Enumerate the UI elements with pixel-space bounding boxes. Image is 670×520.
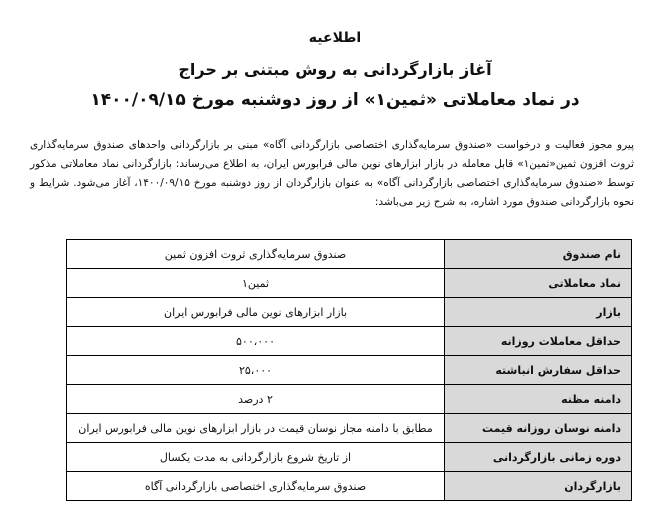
row-label: بازار <box>445 298 632 327</box>
row-value: صندوق سرمایه‌گذاری ثروت افزون ثمین <box>67 240 445 269</box>
row-label: بازارگردان <box>445 472 632 501</box>
row-value: از تاریخ شروع بازارگردانی به مدت یکسال <box>67 443 445 472</box>
table-row <box>67 385 632 414</box>
row-value: ۵۰۰،۰۰۰ <box>67 327 445 356</box>
row-value: ۲ درصد <box>67 385 445 414</box>
table-row <box>67 327 632 356</box>
table-row <box>67 414 632 443</box>
row-label: نام صندوق <box>445 240 632 269</box>
announcement-subtitle-date: در نماد معاملاتی «ثمین۱» از روز دوشنبه مورخ ۱۴۰۰/۰۹/۱۵ <box>90 90 580 110</box>
market-making-conditions-table <box>66 239 632 501</box>
row-value: بازار ابزارهای نوین مالی فرابورس ایران <box>67 298 445 327</box>
row-label: دامنه نوسان روزانه قیمت <box>445 414 632 443</box>
announcement-intro-paragraph: پیرو مجوز فعالیت و درخواست «صندوق سرمایه‌گذاری اختصاصی بازارگردانی آگاه» مبنی بر بازارگردانی واحدهای صندوق سرمایه‌گذاری ثروت افزون ثمین«ثمین۱» قابل معامله در بازار ابزارهای نوین مالی فرابورس ایران، به اطلاع می‌رساند: بازارگردانی نماد معاملاتی مذکور توسط «صندوق سرمایه‌گذاری اختصاصی بازارگردانی آگاه» به عنوان بازارگردان از روز دوشنبه مورخ ۱۴۰۰/۰۹/۱۵، آغاز می‌شود. شرایط و نحوه بازارگردانی صندوق مورد اشاره، به شرح زیر می‌باشد: <box>30 139 635 208</box>
row-label: حداقل سفارش انباشته <box>445 356 632 385</box>
announcement-title: اطلاعیه <box>308 30 362 46</box>
row-value: ثمین۱ <box>67 269 445 298</box>
row-value: ۲۵،۰۰۰ <box>67 356 445 385</box>
row-label: حداقل معاملات روزانه <box>445 327 632 356</box>
row-value: صندوق سرمایه‌گذاری اختصاصی بازارگردانی آگاه <box>67 472 445 501</box>
table-row <box>67 269 632 298</box>
table-row <box>67 472 632 501</box>
row-value: مطابق با دامنه مجاز نوسان قیمت در بازار ابزارهای نوین مالی فرابورس ایران <box>67 414 445 443</box>
table-row <box>67 356 632 385</box>
table-row <box>67 240 632 269</box>
row-label: دامنه مظنه <box>445 385 632 414</box>
row-label: نماد معاملاتی <box>445 269 632 298</box>
row-label: دوره زمانی بازارگردانی <box>445 443 632 472</box>
table-row <box>67 443 632 472</box>
table-row <box>67 298 632 327</box>
announcement-subtitle: آغاز بازارگردانی به روش مبتنی بر حراج <box>178 60 492 79</box>
